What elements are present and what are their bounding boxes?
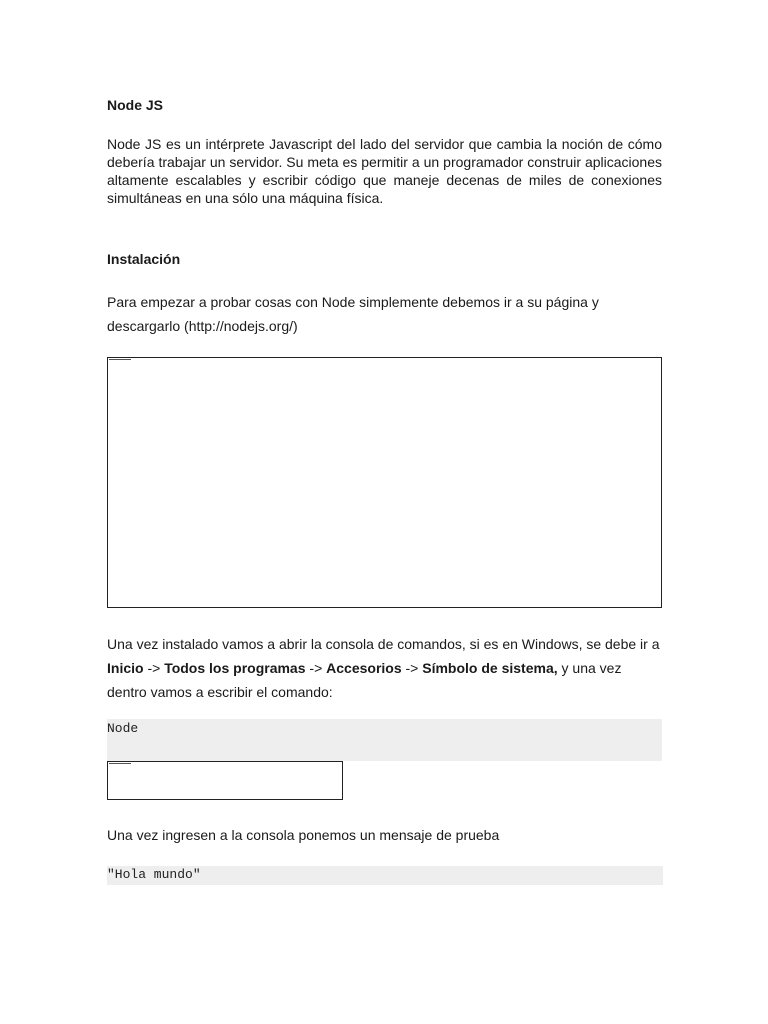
menu-todos-los-programas: Todos los programas <box>164 660 306 676</box>
code-hola-mundo: "Hola mundo" <box>107 867 201 882</box>
arrow-1: -> <box>143 660 165 676</box>
install-heading: Instalación <box>107 251 181 267</box>
code-node: Node <box>107 721 139 736</box>
intro-paragraph: Node JS es un intérprete Javascript del lado del servidor que cambia la noción de cómo debería trabajar un servidor. Su meta es permitir a un programador construir aplicaciones altamente escalables y escribir código que maneje decenas de miles de conexiones simultáneas en una sólo una máquina física. <box>107 136 662 206</box>
menu-inicio: Inicio <box>107 660 144 676</box>
test-paragraph: Una vez ingresen a la consola ponemos un mensaje de prueba <box>107 827 500 843</box>
arrow-2: -> <box>305 660 327 676</box>
image-placeholder-console <box>107 761 343 800</box>
console-text-part1: Una vez instalado vamos a abrir la consola de comandos, si es en Windows, se debe ir a <box>107 636 660 652</box>
code-block-hola <box>107 866 663 885</box>
image-placeholder-nodejs-site <box>107 357 662 608</box>
menu-simbolo-de-sistema: Símbolo de sistema, <box>422 660 558 676</box>
code-block-node <box>107 719 662 761</box>
menu-accesorios: Accesorios <box>326 660 402 676</box>
image-corner-mark <box>109 359 131 360</box>
arrow-3: -> <box>401 660 423 676</box>
image-corner-mark-small <box>109 763 131 764</box>
install-paragraph: Para empezar a probar cosas con Node simplemente debemos ir a su página y descargarlo (http://nodejs.org/) <box>107 294 599 334</box>
page-title: Node JS <box>107 97 164 113</box>
console-text-part2: y una vez dentro vamos a escribir el comando: <box>107 660 622 700</box>
console-paragraph <box>107 632 662 704</box>
